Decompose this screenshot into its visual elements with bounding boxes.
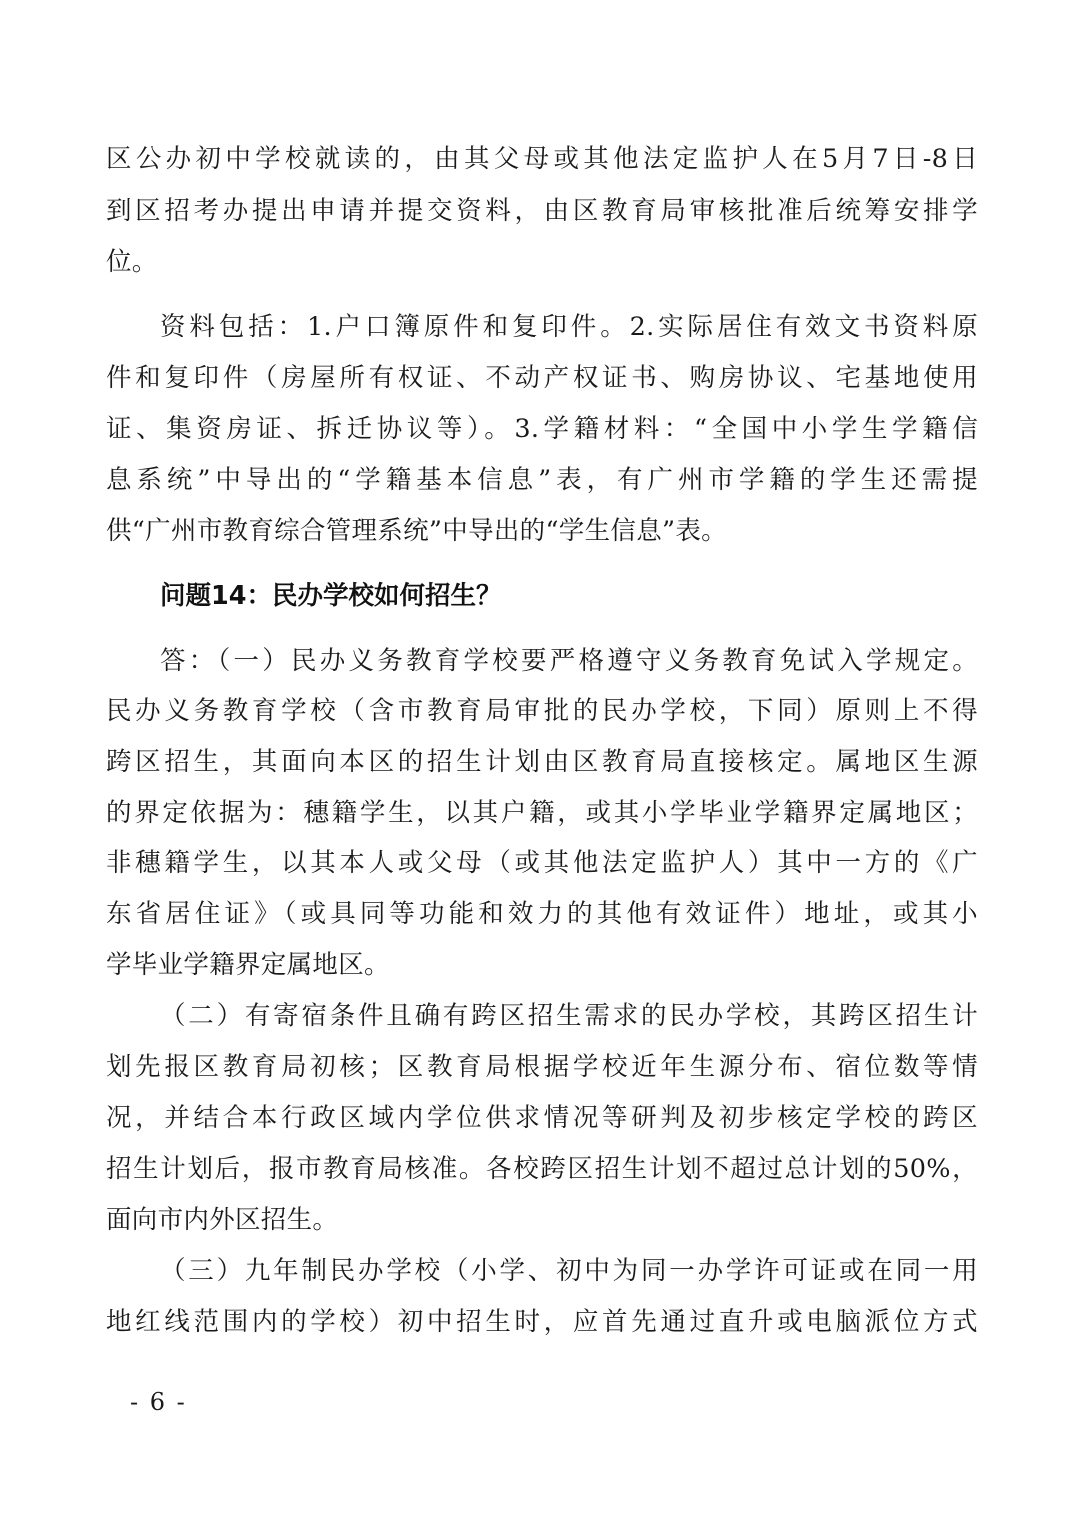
paragraph-3-line-3: 跨区招生，其面向本区的招生计划由区教育局直接核定。属地区生源 bbox=[106, 747, 978, 777]
paragraph-2-line-3: 证、集资房证、拆迁协议等）。3.学籍材料：“全国中小学生学籍信 bbox=[106, 414, 978, 444]
paragraph-2-line-4: 息系统”中导出的“学籍基本信息”表，有广州市学籍的学生还需提 bbox=[106, 465, 978, 495]
paragraph-3-line-6: 东省居住证》（或具同等功能和效力的其他有效证件）地址，或其小 bbox=[106, 899, 978, 929]
paragraph-3-line-5: 非穗籍学生，以其本人或父母（或其他法定监护人）其中一方的《广 bbox=[106, 848, 978, 878]
paragraph-3-line-2: 民办义务教育学校（含市教育局审批的民办学校，下同）原则上不得 bbox=[106, 696, 978, 726]
page-number: - 6 - bbox=[130, 1388, 187, 1416]
paragraph-1-line-3: 位。 bbox=[106, 247, 158, 277]
paragraph-3-line-4: 的界定依据为：穗籍学生，以其户籍，或其小学毕业学籍界定属地区； bbox=[106, 798, 978, 828]
paragraph-3-line-7: 学毕业学籍界定属地区。 bbox=[106, 950, 390, 980]
paragraph-3-line-1: 答：（一）民办义务教育学校要严格遵守义务教育免试入学规定。 bbox=[160, 646, 978, 676]
paragraph-1-line-1: 区公办初中学校就读的，由其父母或其他法定监护人在5月7日-8日 bbox=[106, 144, 978, 174]
paragraph-2-line-5: 供“广州市教育综合管理系统”中导出的“学生信息”表。 bbox=[106, 516, 727, 546]
paragraph-2-line-2: 件和复印件（房屋所有权证、不动产权证书、购房协议、宅基地使用 bbox=[106, 363, 978, 393]
paragraph-4-line-5: 面向市内外区招生。 bbox=[106, 1205, 339, 1235]
paragraph-2-line-1: 资料包括：1.户口簿原件和复印件。2.实际居住有效文书资料原 bbox=[160, 312, 978, 342]
paragraph-4-line-3: 况，并结合本行政区域内学位供求情况等研判及初步核定学校的跨区 bbox=[106, 1103, 978, 1133]
question-heading: 问题14：民办学校如何招生？ bbox=[160, 581, 502, 611]
paragraph-4-line-1: （二）有寄宿条件且确有跨区招生需求的民办学校，其跨区招生计 bbox=[160, 1001, 978, 1031]
paragraph-1-line-2: 到区招考办提出申请并提交资料，由区教育局审核批准后统筹安排学 bbox=[106, 196, 978, 226]
paragraph-5-line-2: 地红线范围内的学校）初中招生时，应首先通过直升或电脑派位方式 bbox=[106, 1307, 978, 1337]
paragraph-4-line-2: 划先报区教育局初核；区教育局根据学校近年生源分布、宿位数等情 bbox=[106, 1052, 978, 1082]
paragraph-4-line-4: 招生计划后，报市教育局核准。各校跨区招生计划不超过总计划的50%， bbox=[106, 1154, 978, 1184]
paragraph-5-line-1: （三）九年制民办学校（小学、初中为同一办学许可证或在同一用 bbox=[160, 1256, 978, 1286]
